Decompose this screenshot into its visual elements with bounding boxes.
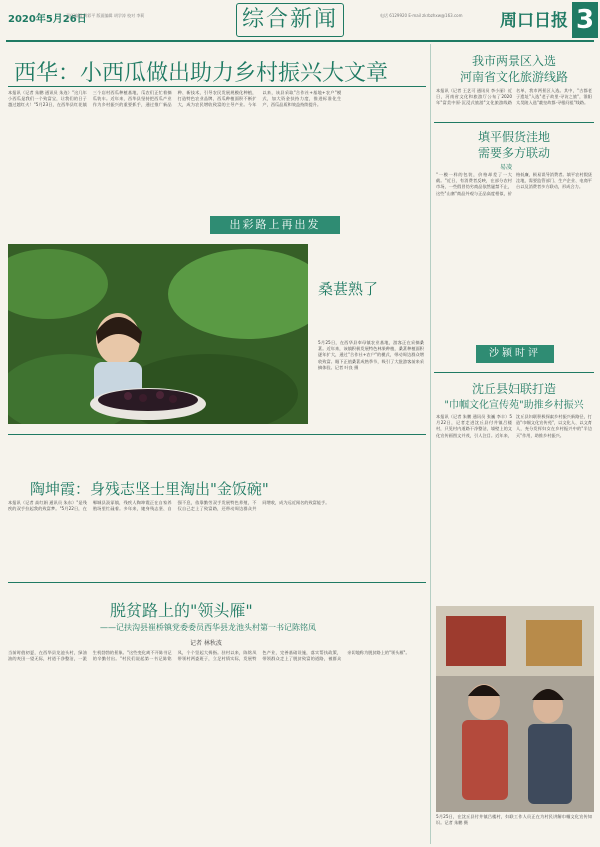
editor-info: 责任编辑 周彩平 版面编辑 胡学涛 校对 李莉 <box>66 13 145 18</box>
column-banner: 出彩路上再出发 <box>210 216 340 234</box>
headline-watermelon: 西华：小西瓜做出助力乡村振兴大文章 <box>14 61 389 86</box>
opinion-column-label: 沙颍时评 <box>476 345 554 363</box>
issue-date: 2020年5月26日 <box>8 14 87 25</box>
divider <box>8 434 426 435</box>
headline-women-line1: 沈丘县妇联打造 <box>471 382 556 396</box>
article-body-volunteer: 本报讯（记者 高红娟 通讯员 朱东）"是残疾的双手拉起我的致富梦。"5月22日，在郸城县汲冢镇，残疾人陶坤霞正在自家养殖场里忙碌着。多年来，她身残志坚、自强不息，依靠勤劳双手发展特色养殖，不仅自己走上了致富路，还带动周边群众共同增收，成为远近闻名的致富能手。 <box>8 500 330 512</box>
newspaper-logo: 周口日报 <box>500 11 568 31</box>
article-body-watermelon: 本报讯（记者 朱鹏 通讯员 朱连）"这几年小西瓜是我们一个致富宝，让我们的日子越过越红火！"5月23日，在西华县红花镇三个店村西瓜种植基地，瓜农们正忙着摘瓜装车。近年来，西华县坚持把西瓜产业作为乡村振兴的重要抓手，通过推广新品种、新技术，引导农民发展规模化种植，打造特色农业品牌，西瓜种植面积不断扩大，成为农民增收致富的主导产业。今年以来，该县采取"合作社+基地+农户"模式，加大资金扶持力度，推进标准化生产，西瓜品质和效益持续提升。 <box>8 90 342 108</box>
divider <box>8 582 426 583</box>
section-banner: 综合新闻 <box>236 3 344 37</box>
page-number: 3 <box>572 2 598 38</box>
article-body-opinion: "一模一样的包装，价格却差了一大截。"近日，有消费者反映，在部分农村市场，一些假冒伪劣商品依然屡禁不止，这些"山寨"商品外观与正品高度相似，价格低廉，极易误导消费者。填平农村假货洼地，需要监管部门、生产企业、电商平台以及消费者多方联动，形成合力。 <box>436 172 592 196</box>
headline-poverty: 脱贫路上的"领头雁" <box>110 601 253 620</box>
women-federation-photo <box>436 606 594 812</box>
opinion-author: 易凌 <box>500 164 513 171</box>
divider <box>8 86 426 87</box>
headline-opinion-line2: 需要多方联动 <box>477 146 550 160</box>
contact-info: 电话 6129920 E-mail zkrbzhxw@163.com <box>380 13 463 18</box>
women-photo-caption: 5月25日，在沈丘县付井镇吕楼村，妇联工作人员正在为村民讲解巾帼文化宣传知识。记者 朱鹏 摄 <box>436 814 592 826</box>
photo-feature-caption: 5月25日，在西华县奉母镇农业基地，游客正在采摘桑葚。近年来，该镇积极发展特色林果种植，桑葚种植面积逐年扩大，通过"合作社+农户"的模式，带动周边群众增收致富。眼下正值桑葚成熟季节，吸引了大批游客前来采摘体验。记者 叶良 摄 <box>318 340 424 370</box>
mulberry-photo-illustration <box>8 244 308 424</box>
photo-feature-title: 桑葚熟了 <box>318 280 379 298</box>
headline-women-line2: "巾帼文化宣传苑"助推乡村振兴 <box>444 400 584 411</box>
mulberry-photo <box>8 244 308 424</box>
headline-tourism-line1: 我市两景区入选 <box>471 54 556 68</box>
headline-volunteer: 陶坤霞：身残志坚士里淘出"金饭碗" <box>30 480 269 498</box>
headline-opinion-line1: 填平假货洼地 <box>477 130 550 144</box>
page-header <box>0 0 600 44</box>
divider <box>434 122 594 123</box>
byline-poverty: 记者 林秋波 <box>190 640 222 647</box>
article-body-tourism: 本报讯（记者 王艺可 通讯员 李小丽）近日，河南省文化和旅游厅公布了2020年"富美中原·沉浸式旅游"文化旅游线路名单，我市两景区入选。其中，"古都老子遗址"入选"老子故里·寻访之旅"，淮阳太昊陵入选"羲皇故都·寻根问祖"线路。 <box>436 88 592 106</box>
article-body-women: 本报讯（记者 朱鹏 通讯员 张巍 李丰）5月22日，记者走进沈丘县付井镇吕楼村，只见村内道路干净整洁，墙壁上的文化宣传画图文并茂，引人注目。近年来，沈丘县妇联积极探索乡村振兴新路径，打造"巾帼文化宣传苑"，以文化人、以文育人，充分发挥妇女在乡村振兴中的"半边天"作用，助推乡村振兴。 <box>436 414 592 438</box>
subtitle-poverty: ——记扶沟县崔桥镇党委委员西华县龙池头村第一书记陈铭凤 <box>100 623 316 632</box>
header-rule <box>6 40 594 42</box>
article-body-poverty: 当前时值初夏，在西华县龙池头村，绿油油的麦田一望无际，村道干净整洁，一派生机勃勃的景象。"这些变化离不开陈书记的辛勤付出。"村民们说起第一书记陈铭凤，个个竖起大拇指。驻村以来，陈铭凤带领村两委班子，立足村情实际，发展特色产业，完善基础设施，落实帮扶政策，带领群众走上了脱贫致富的道路，被群众亲切地称为脱贫路上的"领头雁"。 <box>8 650 410 662</box>
women-photo-illustration <box>436 606 594 812</box>
column-divider <box>430 44 431 844</box>
headline-tourism-line2: 河南省文化旅游线路 <box>459 70 568 84</box>
divider <box>434 372 594 373</box>
